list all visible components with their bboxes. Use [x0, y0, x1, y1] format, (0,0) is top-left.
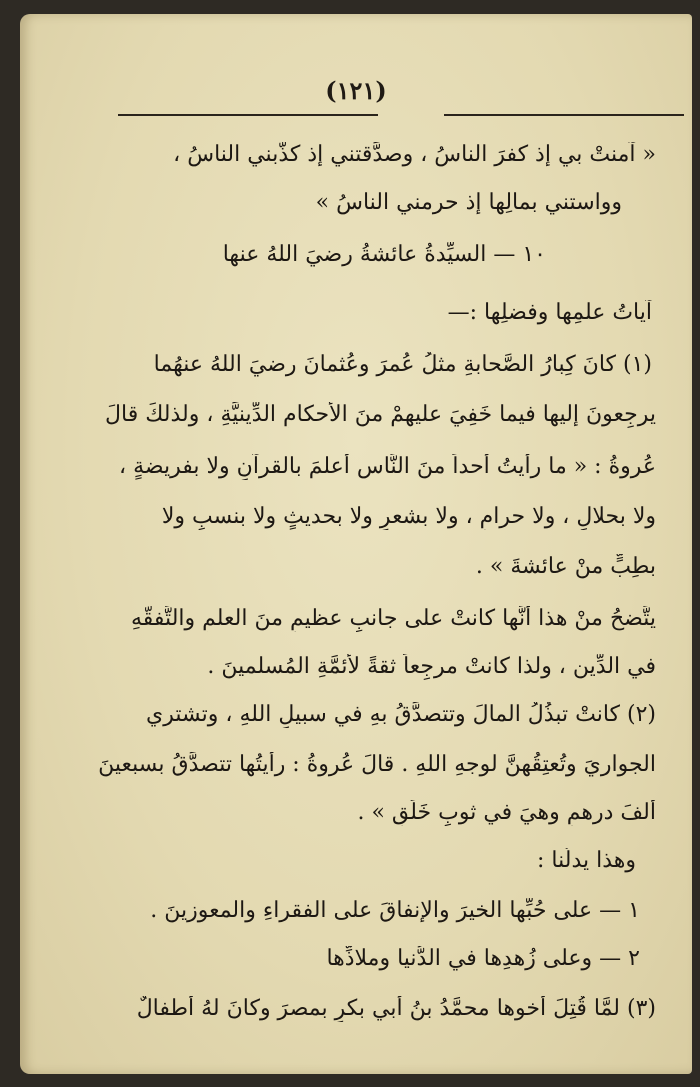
text-line: (١) كانَ كِبارُ الصَّحابةِ مثلُ عُمرَ وعُثمانَ رضيَ اللهُ عنهُما [153, 352, 652, 377]
text-line: يتَّضحُ منْ هذا أنَّها كانتْ على جانبٍ عظيمٍ منَ العلمِ والتَّفقُّهِ [131, 606, 656, 631]
book-page [20, 14, 692, 1074]
text-line: الجواريَ وتُعتِقُهنَّ لوجهِ اللهِ . قالَ عُروةُ : رأيتُها تتصدَّقُ بسبعينَ [98, 752, 656, 777]
text-line: بطِبٍّ منْ عائشةَ » . [475, 554, 656, 579]
list-item: ١ — على حُبِّها الخيرَ والإنفاقَ على الفقراءِ والمعوزينَ . [150, 898, 640, 923]
text-line: وواستني بمالِها إذ حرمني الناسُ » [315, 190, 622, 215]
header-rule-left [118, 114, 378, 116]
text-line: في الدِّينِ ، ولذا كانتْ مرجِعاً ثقةً لأئمَّةِ المُسلمينَ . [207, 654, 656, 679]
text-line: « آمنتْ بي إذ كفرَ الناسُ ، وصدَّقتني إذ كذَّبني الناسُ ، [173, 142, 656, 167]
header-rule-right [444, 114, 684, 116]
subheading: آياتُ علمِها وفضلِها :— [447, 300, 652, 325]
text-line: (٢) كانتْ تبذُلُ المالَ وتتصدَّقُ بهِ في سبيلِ اللهِ ، وتشتري [146, 702, 656, 727]
text-line: عُروةُ : « ما رأيتُ أحداً منَ النَّاسِ أعلمَ بالقرآنِ ولا بفريضةٍ ، [119, 454, 656, 479]
list-item: ٢ — وعلى زُهدِها في الدُّنيا وملاذِّها [326, 946, 640, 971]
text-line: (٣) لمَّا قُتِلَ أخوها محمَّدُ بنُ أبي بكرٍ بمصرَ وكانَ لهُ أطفالٌ [136, 996, 656, 1021]
page-number: (١٢١) [325, 76, 387, 105]
text-line: ولا بحلالٍ ، ولا حرامٍ ، ولا بشعرٍ ولا بحديثٍ ولا بنسبٍ ولا [161, 504, 656, 529]
text-line: وهذا يدلُّنا : [537, 848, 636, 873]
text-line: يرجِعونَ إليها فيما خَفِيَ عليهمْ منَ الأحكامِ الدِّينيَّةِ ، ولذلكَ قالَ [105, 402, 656, 427]
section-heading: ١٠ — السيِّدةُ عائشةُ رضيَ اللهُ عنها [222, 242, 546, 267]
text-line: ألفَ درهمٍ وهيَ في ثوبٍ خَلَقٍ » . [357, 800, 656, 825]
